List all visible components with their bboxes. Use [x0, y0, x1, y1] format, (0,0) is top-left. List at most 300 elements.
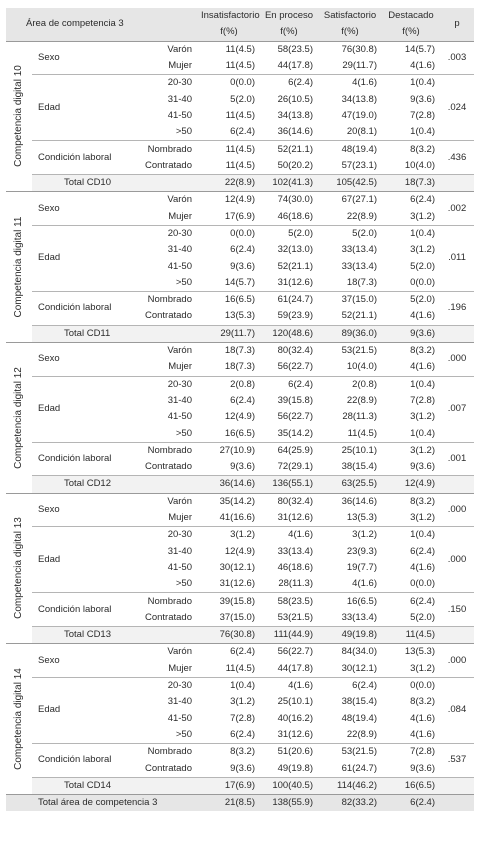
- p-value: .436: [440, 141, 474, 175]
- value-satisfactorio: 33(13.4): [341, 260, 377, 272]
- value-insatisfactorio: 27(10.9): [198, 442, 260, 459]
- total-row: [6, 476, 474, 493]
- total-value-insatisfactorio: 22(8.9): [198, 174, 260, 191]
- category-label: Nombrado: [124, 593, 198, 610]
- category-label: 31-40: [167, 93, 192, 105]
- value-insatisfactorio: 30(12.1): [219, 561, 255, 573]
- value-insatisfactorio: 11(4.5): [198, 141, 260, 158]
- value-en-proceso: 33(13.4): [277, 545, 313, 557]
- total-value-destacado: 11(4.5): [382, 626, 440, 643]
- value-destacado: 4(1.6): [410, 361, 435, 373]
- value-destacado: 0(0.0): [410, 276, 435, 288]
- value-destacado: 1(0.4): [382, 376, 440, 393]
- value-satisfactorio: 37(15.0): [318, 292, 382, 309]
- total-value-destacado: 12(4.9): [382, 476, 440, 493]
- value-insatisfactorio: 6(2.4): [230, 126, 255, 138]
- p-value: .000: [440, 644, 474, 678]
- table-row: [6, 527, 474, 544]
- category-label: Mujer: [168, 60, 192, 72]
- category-label: >50: [175, 427, 192, 439]
- col-header-en-proceso: En proceso: [264, 10, 314, 22]
- value-satisfactorio: 34(13.8): [341, 93, 377, 105]
- competencia-table: [6, 8, 474, 811]
- total-label: Total CD13: [32, 626, 198, 643]
- value-destacado: 7(2.8): [410, 394, 435, 406]
- value-en-proceso: 44(17.8): [277, 60, 313, 72]
- value-satisfactorio: 22(8.9): [346, 728, 377, 740]
- category-label: 20-30: [124, 677, 198, 694]
- variable-label: Condición laboral: [32, 744, 124, 778]
- table-row: [6, 225, 474, 242]
- value-en-proceso: 52(21.1): [277, 260, 313, 272]
- total-value-destacado: 9(3.6): [382, 325, 440, 342]
- value-insatisfactorio: 6(2.4): [230, 728, 255, 740]
- category-label: Contratado: [144, 159, 192, 171]
- p-value: .001: [440, 442, 474, 476]
- category-label: Nombrado: [124, 141, 198, 158]
- group-label: Competencia digital 13: [13, 517, 24, 620]
- group-label-cell: [6, 41, 32, 192]
- table-row: [6, 593, 474, 610]
- value-insatisfactorio: 1(0.4): [198, 677, 260, 694]
- header-row: [6, 8, 474, 24]
- value-en-proceso: 72(29.1): [277, 461, 313, 473]
- value-destacado: 8(3.2): [410, 696, 435, 708]
- value-insatisfactorio: 37(15.0): [219, 611, 255, 623]
- total-value-insatisfactorio: 29(11.7): [198, 325, 260, 342]
- category-label: Contratado: [144, 461, 192, 473]
- grand-total-value-en-proceso: 138(55.9): [260, 794, 318, 811]
- variable-label: Sexo: [32, 644, 124, 678]
- value-satisfactorio: 53(21.5): [318, 744, 382, 761]
- value-destacado: 7(2.8): [410, 109, 435, 121]
- category-label: Contratado: [144, 762, 192, 774]
- value-destacado: 5(2.0): [410, 260, 435, 272]
- value-destacado: 8(3.2): [382, 342, 440, 359]
- table-row: [6, 41, 474, 58]
- value-destacado: 6(2.4): [410, 545, 435, 557]
- value-destacado: 8(3.2): [382, 493, 440, 510]
- value-insatisfactorio: 7(2.8): [230, 712, 255, 724]
- p-value: .196: [440, 292, 474, 326]
- col-header-satisfactorio: Satisfactorio: [323, 10, 377, 22]
- category-label: Varón: [124, 644, 198, 661]
- category-label: Nombrado: [124, 442, 198, 459]
- total-p-empty: [440, 174, 474, 191]
- category-label: 41-50: [167, 411, 192, 423]
- category-label: 20-30: [124, 225, 198, 242]
- total-p-empty: [440, 626, 474, 643]
- value-insatisfactorio: 9(3.6): [230, 461, 255, 473]
- value-satisfactorio: 25(10.1): [318, 442, 382, 459]
- value-satisfactorio: 84(34.0): [318, 644, 382, 661]
- variable-label: Edad: [32, 225, 124, 291]
- value-satisfactorio: 20(8.1): [346, 126, 377, 138]
- value-en-proceso: 80(32.4): [260, 493, 318, 510]
- value-destacado: 3(1.2): [410, 210, 435, 222]
- variable-label: Sexo: [32, 342, 124, 376]
- total-value-destacado: 16(6.5): [382, 777, 440, 794]
- total-value-en-proceso: 102(41.3): [260, 174, 318, 191]
- value-en-proceso: 32(13.0): [277, 244, 313, 256]
- category-label: Contratado: [144, 310, 192, 322]
- value-destacado: 7(2.8): [382, 744, 440, 761]
- table-body: [6, 41, 474, 811]
- value-insatisfactorio: 11(4.5): [225, 60, 255, 72]
- value-destacado: 4(1.6): [410, 712, 435, 724]
- total-value-en-proceso: 136(55.1): [260, 476, 318, 493]
- table-row: [6, 644, 474, 661]
- table-row: [6, 192, 474, 209]
- value-en-proceso: 31(12.6): [277, 512, 313, 524]
- value-destacado: 6(2.4): [382, 593, 440, 610]
- value-destacado: 3(1.2): [410, 411, 435, 423]
- col-header-insatisfactorio: Insatisfactorio: [201, 10, 260, 22]
- value-destacado: 4(1.6): [410, 561, 435, 573]
- value-satisfactorio: 38(15.4): [341, 696, 377, 708]
- category-label: 31-40: [167, 244, 192, 256]
- category-label: Mujer: [168, 662, 192, 674]
- grand-total-value-destacado: 6(2.4): [382, 794, 440, 811]
- value-insatisfactorio: 11(4.5): [225, 159, 255, 171]
- variable-label: Condición laboral: [32, 141, 124, 175]
- total-value-en-proceso: 100(40.5): [260, 777, 318, 794]
- value-destacado: 0(0.0): [410, 578, 435, 590]
- variable-label: Condición laboral: [32, 292, 124, 326]
- p-value: .007: [440, 376, 474, 442]
- grand-total-row: [6, 794, 474, 811]
- table-row: [6, 677, 474, 694]
- category-label: Varón: [124, 493, 198, 510]
- value-en-proceso: 31(12.6): [277, 728, 313, 740]
- value-insatisfactorio: 31(12.6): [219, 578, 255, 590]
- p-value: .002: [440, 192, 474, 226]
- col-subheader: f(%): [402, 26, 420, 38]
- value-satisfactorio: 19(7.7): [346, 561, 377, 573]
- category-label: >50: [175, 578, 192, 590]
- total-p-empty: [440, 476, 474, 493]
- value-destacado: 1(0.4): [382, 75, 440, 92]
- value-destacado: 9(3.6): [410, 461, 435, 473]
- value-insatisfactorio: 11(4.5): [225, 109, 255, 121]
- category-label: Mujer: [168, 361, 192, 373]
- value-en-proceso: 6(2.4): [260, 376, 318, 393]
- value-insatisfactorio: 6(2.4): [230, 244, 255, 256]
- value-destacado: 3(1.2): [410, 662, 435, 674]
- total-value-satisfactorio: 49(19.8): [318, 626, 382, 643]
- total-label: Total CD11: [32, 325, 198, 342]
- col-header-destacado: Destacado: [388, 10, 434, 22]
- table-row: [6, 141, 474, 158]
- value-satisfactorio: 3(1.2): [318, 527, 382, 544]
- value-insatisfactorio: 14(5.7): [224, 276, 255, 288]
- total-value-insatisfactorio: 36(14.6): [198, 476, 260, 493]
- category-label: Contratado: [144, 611, 192, 623]
- value-satisfactorio: 13(5.3): [346, 512, 377, 524]
- value-satisfactorio: 2(0.8): [318, 376, 382, 393]
- value-insatisfactorio: 12(4.9): [198, 192, 260, 209]
- value-en-proceso: 80(32.4): [260, 342, 318, 359]
- variable-label: Condición laboral: [32, 442, 124, 476]
- value-satisfactorio: 76(30.8): [318, 41, 382, 58]
- table-row: [6, 493, 474, 510]
- group-label: Competencia digital 11: [13, 216, 24, 318]
- total-value-satisfactorio: 89(36.0): [318, 325, 382, 342]
- value-en-proceso: 51(20.6): [260, 744, 318, 761]
- group-label-cell: [6, 192, 32, 343]
- value-insatisfactorio: 18(7.3): [224, 361, 255, 373]
- value-satisfactorio: 61(24.7): [341, 762, 377, 774]
- value-en-proceso: 46(18.6): [277, 561, 313, 573]
- value-insatisfactorio: 12(4.9): [224, 545, 255, 557]
- group-label: Competencia digital 14: [13, 668, 24, 770]
- category-label: 31-40: [167, 696, 192, 708]
- value-en-proceso: 46(18.6): [277, 210, 313, 222]
- category-label: >50: [175, 276, 192, 288]
- value-en-proceso: 4(1.6): [260, 677, 318, 694]
- value-satisfactorio: 48(19.4): [341, 712, 377, 724]
- value-en-proceso: 50(20.2): [277, 159, 313, 171]
- value-destacado: 5(2.0): [410, 611, 435, 623]
- p-value: .000: [440, 493, 474, 527]
- col-subheader: f(%): [220, 26, 238, 38]
- category-label: 41-50: [167, 109, 192, 121]
- category-label: 31-40: [167, 545, 192, 557]
- value-insatisfactorio: 3(1.2): [230, 696, 255, 708]
- value-satisfactorio: 18(7.3): [346, 276, 377, 288]
- value-destacado: 8(3.2): [382, 141, 440, 158]
- value-insatisfactorio: 8(3.2): [198, 744, 260, 761]
- total-label: Total CD12: [32, 476, 198, 493]
- value-destacado: 1(0.4): [382, 527, 440, 544]
- table-row: [6, 75, 474, 92]
- category-label: 41-50: [167, 712, 192, 724]
- category-label: 31-40: [167, 394, 192, 406]
- group-label: Competencia digital 10: [13, 65, 24, 168]
- value-satisfactorio: 67(27.1): [318, 192, 382, 209]
- total-value-en-proceso: 111(44.9): [260, 626, 318, 643]
- value-en-proceso: 64(25.9): [260, 442, 318, 459]
- value-en-proceso: 58(23.5): [260, 41, 318, 58]
- value-satisfactorio: 52(21.1): [341, 310, 377, 322]
- category-label: Mujer: [168, 512, 192, 524]
- value-en-proceso: 36(14.6): [277, 126, 313, 138]
- value-satisfactorio: 47(19.0): [341, 109, 377, 121]
- table-row: [6, 744, 474, 761]
- value-destacado: 9(3.6): [410, 762, 435, 774]
- total-value-satisfactorio: 114(46.2): [318, 777, 382, 794]
- total-row: [6, 325, 474, 342]
- variable-label: Edad: [32, 677, 124, 743]
- total-value-insatisfactorio: 17(6.9): [198, 777, 260, 794]
- grand-total-label: Total área de competencia 3: [6, 794, 198, 811]
- value-insatisfactorio: 41(16.6): [219, 512, 255, 524]
- value-destacado: 4(1.6): [410, 728, 435, 740]
- value-destacado: 5(2.0): [382, 292, 440, 309]
- p-value: .537: [440, 744, 474, 778]
- group-label-cell: [6, 644, 32, 795]
- value-en-proceso: 31(12.6): [277, 276, 313, 288]
- group-label: Competencia digital 12: [13, 366, 24, 469]
- value-en-proceso: 6(2.4): [260, 75, 318, 92]
- value-satisfactorio: 57(23.1): [341, 159, 377, 171]
- p-value: .011: [440, 225, 474, 291]
- category-label: 20-30: [124, 527, 198, 544]
- value-en-proceso: 34(13.8): [277, 109, 313, 121]
- value-insatisfactorio: 5(2.0): [230, 93, 255, 105]
- grand-total-p-empty: [440, 794, 474, 811]
- value-insatisfactorio: 0(0.0): [198, 225, 260, 242]
- total-row: [6, 626, 474, 643]
- value-en-proceso: 59(23.9): [277, 310, 313, 322]
- category-label: Varón: [124, 192, 198, 209]
- p-value: .084: [440, 677, 474, 743]
- table-row: [6, 342, 474, 359]
- value-insatisfactorio: 12(4.9): [224, 411, 255, 423]
- total-value-insatisfactorio: 76(30.8): [198, 626, 260, 643]
- value-satisfactorio: 16(6.5): [318, 593, 382, 610]
- variable-label: Sexo: [32, 41, 124, 75]
- grand-total-value-satisfactorio: 82(33.2): [318, 794, 382, 811]
- value-en-proceso: 25(10.1): [277, 696, 313, 708]
- value-en-proceso: 28(11.3): [278, 578, 313, 590]
- total-value-destacado: 18(7.3): [382, 174, 440, 191]
- value-insatisfactorio: 6(2.4): [198, 644, 260, 661]
- total-label: Total CD10: [32, 174, 198, 191]
- category-label: Nombrado: [124, 292, 198, 309]
- value-insatisfactorio: 9(3.6): [230, 762, 255, 774]
- total-label: Total CD14: [32, 777, 198, 794]
- value-destacado: 10(4.0): [404, 159, 435, 171]
- variable-label: Sexo: [32, 192, 124, 226]
- category-label: 20-30: [124, 376, 198, 393]
- value-satisfactorio: 48(19.4): [318, 141, 382, 158]
- category-label: 20-30: [124, 75, 198, 92]
- variable-label: Condición laboral: [32, 593, 124, 627]
- value-satisfactorio: 4(1.6): [352, 578, 377, 590]
- value-destacado: 3(1.2): [382, 442, 440, 459]
- value-insatisfactorio: 11(4.5): [198, 41, 260, 58]
- value-en-proceso: 35(14.2): [277, 427, 313, 439]
- value-satisfactorio: 6(2.4): [318, 677, 382, 694]
- variable-label: Edad: [32, 527, 124, 593]
- value-destacado: 1(0.4): [382, 225, 440, 242]
- value-insatisfactorio: 0(0.0): [198, 75, 260, 92]
- value-satisfactorio: 30(12.1): [341, 662, 377, 674]
- value-en-proceso: 39(15.8): [277, 394, 313, 406]
- category-label: Varón: [124, 41, 198, 58]
- value-insatisfactorio: 6(2.4): [230, 394, 255, 406]
- value-destacado: 4(1.6): [410, 310, 435, 322]
- value-destacado: 0(0.0): [382, 677, 440, 694]
- value-destacado: 9(3.6): [410, 93, 435, 105]
- p-value: .003: [440, 41, 474, 75]
- value-insatisfactorio: 16(6.5): [198, 292, 260, 309]
- value-satisfactorio: 11(4.5): [347, 427, 377, 439]
- category-label: 41-50: [167, 260, 192, 272]
- col-subheader: f(%): [280, 26, 298, 38]
- value-en-proceso: 49(19.8): [277, 762, 313, 774]
- p-value: .150: [440, 593, 474, 627]
- value-satisfactorio: 22(8.9): [346, 394, 377, 406]
- value-insatisfactorio: 17(6.9): [224, 210, 255, 222]
- value-insatisfactorio: 35(14.2): [198, 493, 260, 510]
- value-insatisfactorio: 18(7.3): [198, 342, 260, 359]
- value-destacado: 14(5.7): [382, 41, 440, 58]
- value-destacado: 1(0.4): [410, 126, 435, 138]
- value-satisfactorio: 10(4.0): [346, 361, 377, 373]
- value-insatisfactorio: 11(4.5): [225, 662, 255, 674]
- group-label-cell: [6, 493, 32, 644]
- total-row: [6, 174, 474, 191]
- value-satisfactorio: 28(11.3): [342, 411, 377, 423]
- p-value: .000: [440, 527, 474, 593]
- value-en-proceso: 53(21.5): [277, 611, 313, 623]
- value-satisfactorio: 33(13.4): [341, 244, 377, 256]
- value-destacado: 3(1.2): [410, 244, 435, 256]
- value-insatisfactorio: 3(1.2): [198, 527, 260, 544]
- category-label: 41-50: [167, 561, 192, 573]
- total-value-satisfactorio: 105(42.5): [318, 174, 382, 191]
- value-satisfactorio: 22(8.9): [346, 210, 377, 222]
- value-destacado: 3(1.2): [410, 512, 435, 524]
- value-en-proceso: 40(16.2): [277, 712, 313, 724]
- category-label: >50: [175, 126, 192, 138]
- variable-label: Edad: [32, 75, 124, 141]
- value-satisfactorio: 29(11.7): [342, 60, 377, 72]
- value-en-proceso: 56(22.7): [260, 644, 318, 661]
- table-row: [6, 292, 474, 309]
- value-insatisfactorio: 16(6.5): [224, 427, 255, 439]
- value-satisfactorio: 5(2.0): [318, 225, 382, 242]
- value-satisfactorio: 33(13.4): [341, 611, 377, 623]
- value-en-proceso: 61(24.7): [260, 292, 318, 309]
- value-en-proceso: 56(22.7): [277, 411, 313, 423]
- total-value-satisfactorio: 63(25.5): [318, 476, 382, 493]
- value-insatisfactorio: 39(15.8): [198, 593, 260, 610]
- value-destacado: 1(0.4): [410, 427, 435, 439]
- total-value-en-proceso: 120(48.6): [260, 325, 318, 342]
- value-insatisfactorio: 2(0.8): [198, 376, 260, 393]
- value-destacado: 4(1.6): [410, 60, 435, 72]
- value-satisfactorio: 23(9.3): [346, 545, 377, 557]
- group-label-cell: [6, 342, 32, 493]
- value-insatisfactorio: 13(5.3): [224, 310, 255, 322]
- value-en-proceso: 52(21.1): [260, 141, 318, 158]
- variable-label: Sexo: [32, 493, 124, 527]
- value-insatisfactorio: 9(3.6): [230, 260, 255, 272]
- value-en-proceso: 5(2.0): [260, 225, 318, 242]
- category-label: Nombrado: [124, 744, 198, 761]
- value-en-proceso: 56(22.7): [277, 361, 313, 373]
- value-en-proceso: 4(1.6): [260, 527, 318, 544]
- value-en-proceso: 44(17.8): [277, 662, 313, 674]
- table-row: [6, 376, 474, 393]
- p-header: p: [454, 18, 460, 30]
- area-header: Área de competencia 3: [26, 18, 124, 30]
- table-row: [6, 442, 474, 459]
- value-en-proceso: 26(10.5): [277, 93, 313, 105]
- category-label: Varón: [124, 342, 198, 359]
- value-en-proceso: 58(23.5): [260, 593, 318, 610]
- value-satisfactorio: 4(1.6): [318, 75, 382, 92]
- category-label: >50: [175, 728, 192, 740]
- value-satisfactorio: 38(15.4): [341, 461, 377, 473]
- value-satisfactorio: 36(14.6): [318, 493, 382, 510]
- value-satisfactorio: 53(21.5): [318, 342, 382, 359]
- value-destacado: 13(5.3): [382, 644, 440, 661]
- p-value: .024: [440, 75, 474, 141]
